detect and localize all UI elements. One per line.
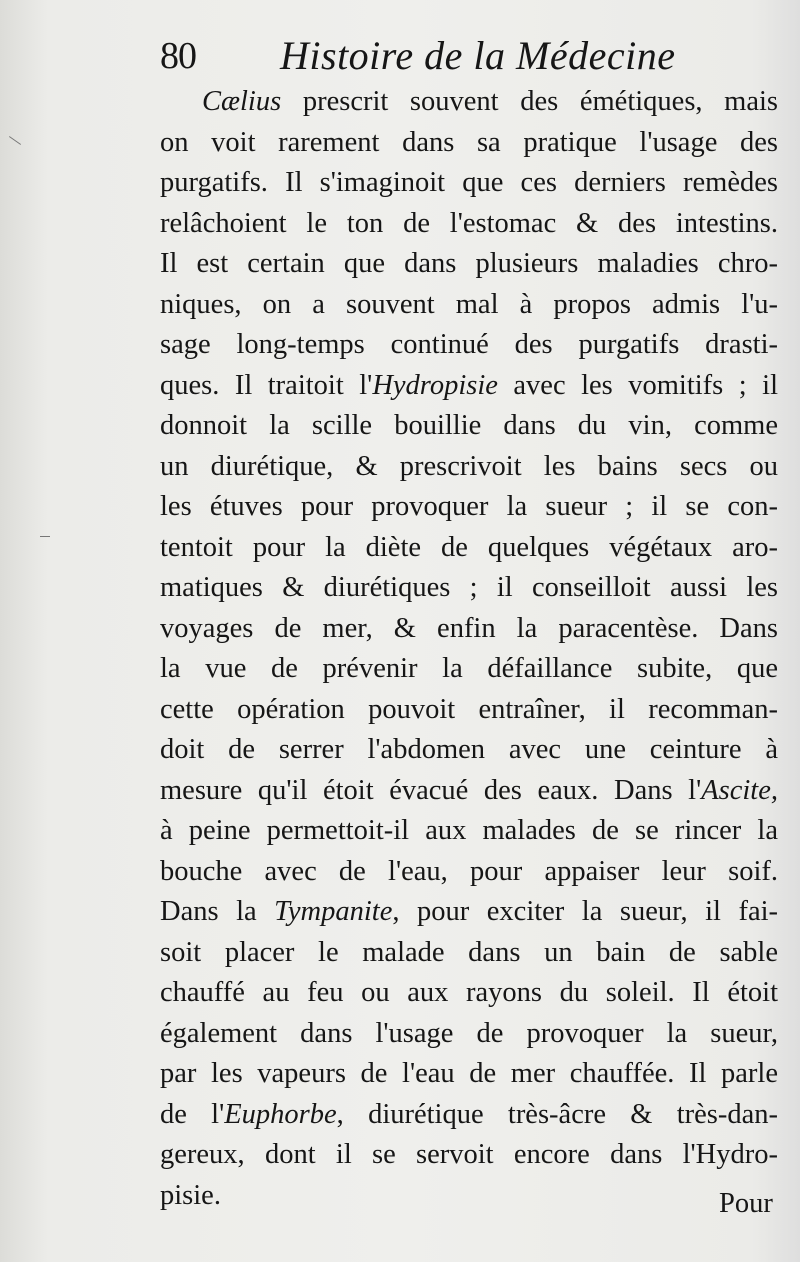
line-text: matiques & diurétiques ; il conseilloit aussi les [160,572,778,603]
text-line [160,933,778,974]
text-line [160,163,778,204]
text-line [160,690,778,731]
italic-term: Ascite, [701,774,778,806]
text-line [160,285,778,326]
line-text: relâchoient le ton de l'estomac & des intestins. [160,207,778,239]
line-text: donnoit la scille bouillie dans du vin, comme [160,410,778,441]
line-text: de l' [160,1098,225,1130]
line-text: on voit rarement dans sa pratique l'usage des [160,126,778,158]
text-line [160,892,778,933]
line-text: Dans la [160,896,275,927]
line-text: les étuves pour provoquer la sueur ; il se con- [160,491,778,522]
margin-mark [9,136,21,145]
line-text: bouche avec de l'eau, pour appaiser leur soif. [160,855,778,887]
page-number: 80 [160,35,196,77]
text-line [160,406,778,447]
text-line [160,1054,778,1095]
text-line [160,325,778,366]
text-line [160,771,778,812]
text-line [160,609,778,650]
line-text: à peine permettoit-il aux malades de se rincer la [160,815,778,846]
line-text: ques. Il traitoit l' [160,369,373,401]
text-line [160,1014,778,1055]
line-text: gereux, dont il se servoit encore dans l'Hydro- [160,1139,778,1170]
text-line [160,82,778,123]
text-line [160,123,778,164]
running-title: Histoire de la Médecine [280,33,676,78]
text-line [160,366,778,407]
text-line [160,204,778,245]
italic-term: Tympanite [274,896,393,927]
text-line [160,852,778,893]
page-header [160,32,720,88]
text-line [160,244,778,285]
margin-mark [40,536,50,537]
text-line [160,1095,778,1136]
line-text: la vue de prévenir la défaillance subite, que [160,653,778,684]
line-text: , pour exciter la sueur, il fai- [392,896,778,927]
line-text: un diurétique, & prescrivoit les bains secs ou [160,450,778,482]
text-line [160,528,778,569]
text-line [160,1135,778,1176]
line-text: sage long-temps continué des purgatifs drasti- [160,329,778,360]
line-text: purgatifs. Il s'imaginoit que ces derniers remèdes [160,167,778,198]
line-text: tentoit pour la diète de quelques végétaux aro- [160,531,778,563]
line-text: prescrit souvent des émétiques, mais [281,86,778,117]
text-line [160,811,778,852]
line-text: avec les vomitifs ; il [497,369,778,401]
line-text: chauffé au feu ou aux rayons du soleil. Il étoit [160,977,778,1008]
italic-term: Euphorbe [224,1098,337,1130]
text-line [160,649,778,690]
line-text: pisie. [160,1179,221,1211]
italic-term: Cælius [202,86,282,117]
text-line [160,568,778,609]
text-line [160,487,778,528]
line-text: mesure qu'il étoit évacué des eaux. Dans l' [160,774,702,806]
text-line [160,973,778,1014]
line-text: soit placer le malade dans un bain de sable [160,936,778,968]
line-text: niques, on a souvent mal à propos admis l'u- [160,288,778,320]
body-text [160,82,778,1216]
text-line [160,1176,778,1217]
line-text: voyages de mer, & enfin la paracentèse. Dans [160,612,778,644]
catchword: Pour [719,1188,773,1219]
italic-term: Hydropisie [372,369,498,401]
line-text: doit de serrer l'abdomen avec une ceinture à [160,734,778,765]
text-line [160,447,778,488]
line-text: Il est certain que dans plusieurs maladies chro- [160,248,778,279]
line-text: cette opération pouvoit entraîner, il recomman- [160,693,778,725]
line-text: également dans l'usage de provoquer la sueur, [160,1017,778,1049]
line-text: par les vapeurs de l'eau de mer chauffée. Il parle [160,1058,778,1089]
line-text: , diurétique très-âcre & très-dan- [336,1098,778,1130]
text-line [160,730,778,771]
